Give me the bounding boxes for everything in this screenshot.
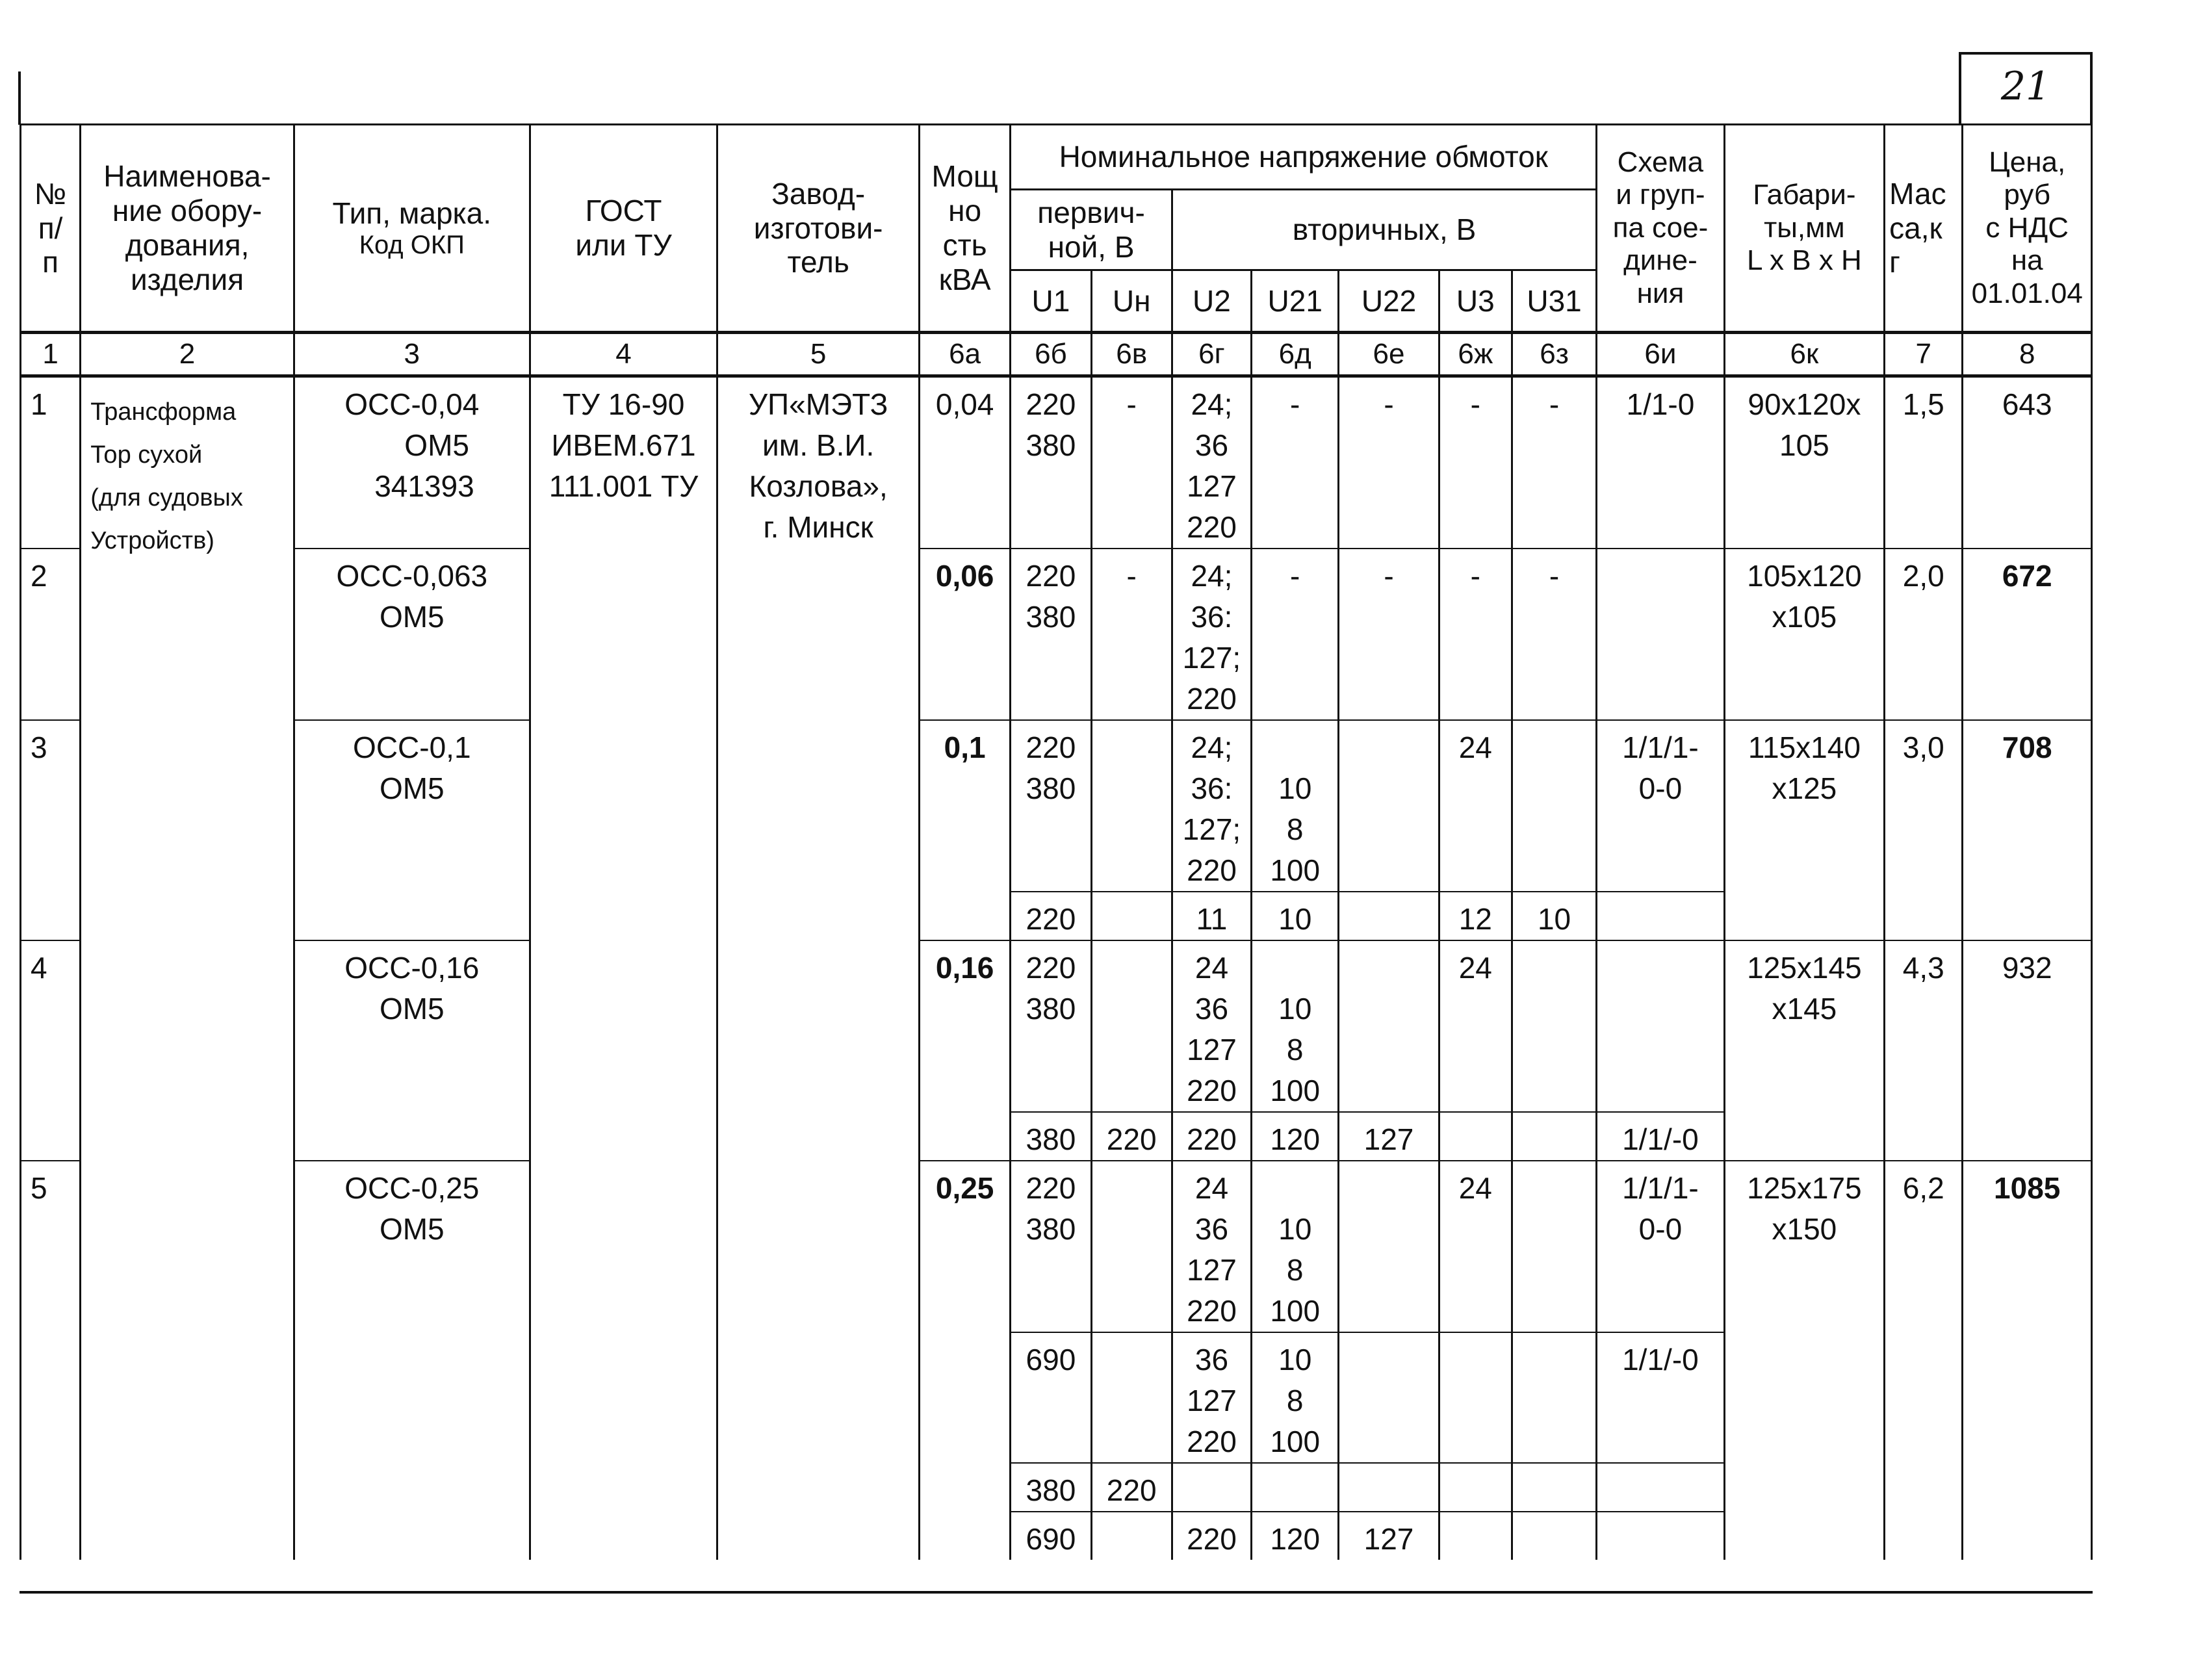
dims-value: 125x175 x150 — [1747, 1171, 1862, 1246]
type-mark-cell — [294, 720, 530, 940]
voltage-u2-cell — [1172, 376, 1251, 549]
mass-value: 2,0 — [1902, 559, 1944, 593]
scheme-value-cell — [1597, 549, 1724, 720]
voltage-un-cell — [1091, 940, 1172, 1112]
plant-value-cell — [717, 376, 920, 1560]
mass-value-cell — [1885, 1161, 1963, 1560]
voltage-u21 — [1252, 1464, 1337, 1470]
voltage-u21-cell — [1252, 1332, 1339, 1463]
power-value-cell — [919, 376, 1010, 549]
scheme-value-cell — [1597, 1332, 1724, 1463]
voltage-u3-cell — [1439, 1512, 1512, 1560]
header-power: Мощ но сть кВА — [919, 125, 1010, 333]
row-number: 1 — [31, 387, 47, 421]
column-index: 2 — [81, 333, 294, 376]
price-value-cell — [1963, 720, 2092, 940]
dims-value-cell — [1724, 1161, 1885, 1560]
voltage-u31: 10 — [1537, 902, 1571, 936]
row-number: 2 — [31, 559, 47, 593]
table-row — [21, 720, 2092, 892]
type-mark: ОСС-0,04 ОМ5 341393 — [344, 387, 480, 503]
voltage-u3-cell — [1439, 940, 1512, 1112]
voltage-u1: 690 — [1026, 1522, 1076, 1556]
power-value-cell — [919, 940, 1010, 1161]
column-index: 6а — [919, 333, 1010, 376]
voltage-u31 — [1513, 1464, 1595, 1470]
gost-value: ТУ 16-90 ИВЕМ.671 111.001 ТУ — [549, 387, 699, 503]
type-mark: ОСС-0,063 ОМ5 — [336, 559, 488, 634]
voltage-u1-cell — [1011, 1463, 1091, 1512]
header-u31: U31 — [1512, 270, 1596, 333]
header-u3: U3 — [1439, 270, 1512, 333]
voltage-u21: 120 — [1270, 1522, 1321, 1556]
voltage-u2: 24 36 127 220 — [1187, 951, 1237, 1107]
power-value-cell — [919, 1161, 1010, 1560]
voltage-u22-cell — [1339, 1161, 1439, 1332]
voltage-u1: 220 — [1026, 902, 1076, 936]
price-value: 672 — [2002, 559, 2052, 593]
voltage-u3-cell — [1439, 1112, 1512, 1161]
header-secondary: вторичных, В — [1172, 190, 1596, 270]
voltage-u31-cell — [1512, 376, 1596, 549]
voltage-u22 — [1339, 1464, 1438, 1470]
column-index: 6б — [1011, 333, 1091, 376]
price-value: 643 — [2002, 387, 2052, 421]
voltage-u31 — [1513, 1161, 1595, 1168]
header-mass: Мас са,к г — [1885, 125, 1963, 333]
dims-value: 90x120x 105 — [1748, 387, 1861, 462]
voltage-u1: 380 — [1026, 1122, 1076, 1156]
column-index: 3 — [294, 333, 530, 376]
table-row — [21, 1161, 2092, 1332]
dims-value: 125x145 x145 — [1747, 951, 1862, 1026]
header-type — [294, 125, 530, 333]
header-dims: Габари- ты,мм L x B x H — [1724, 125, 1885, 333]
voltage-u31-cell — [1512, 549, 1596, 720]
header-price: Цена, руб с НДС на 01.01.04 — [1963, 125, 2092, 333]
table-header — [21, 125, 2092, 333]
voltage-u21-cell — [1252, 1463, 1339, 1512]
voltage-u21: 10 8 100 — [1270, 1212, 1321, 1328]
voltage-u2-cell — [1172, 1112, 1251, 1161]
page-number: 21 — [2000, 64, 2051, 109]
voltage-u1-cell — [1011, 1112, 1091, 1161]
voltage-u2-cell — [1172, 892, 1251, 940]
price-value: 708 — [2002, 730, 2052, 764]
voltage-u3-cell — [1439, 1161, 1512, 1332]
column-index: 6д — [1252, 333, 1339, 376]
voltage-u2: 24; 36: 127; 220 — [1182, 559, 1241, 716]
voltage-u31-cell — [1512, 1512, 1596, 1560]
mass-value-cell — [1885, 376, 1963, 549]
voltage-u2-cell — [1172, 940, 1251, 1112]
voltage-u22-cell — [1339, 1512, 1439, 1560]
voltage-u31-cell — [1512, 892, 1596, 940]
voltage-u22 — [1339, 941, 1438, 948]
voltage-u21: - — [1290, 559, 1300, 593]
voltage-u22: 127 — [1363, 1122, 1414, 1156]
column-index: 6к — [1724, 333, 1885, 376]
voltage-u2: 24; 36: 127; 220 — [1182, 730, 1241, 887]
scheme-value: 1/1/1- 0-0 — [1622, 1171, 1699, 1246]
power-value: 0,04 — [935, 387, 994, 421]
voltage-un: 220 — [1106, 1122, 1157, 1156]
header-plant: Завод- изготови- тель — [717, 125, 920, 333]
voltage-u31 — [1513, 1512, 1595, 1519]
voltage-un-cell — [1091, 892, 1172, 940]
mass-value: 1,5 — [1902, 387, 1944, 421]
type-mark: ОСС-0,1 ОМ5 — [353, 730, 471, 805]
voltage-u22 — [1339, 1161, 1438, 1168]
voltage-u1-cell — [1011, 549, 1091, 720]
voltage-un — [1092, 1161, 1171, 1168]
row-number-cell — [21, 940, 81, 1161]
column-index: 7 — [1885, 333, 1963, 376]
voltage-u1: 220 380 — [1026, 951, 1076, 1026]
voltage-u31-cell — [1512, 1161, 1596, 1332]
voltage-u21-cell — [1252, 549, 1339, 720]
voltage-u22-cell — [1339, 940, 1439, 1112]
voltage-u21-cell — [1252, 720, 1339, 892]
type-mark: ОСС-0,16 ОМ5 — [344, 951, 480, 1026]
power-value: 0,06 — [935, 559, 994, 593]
voltage-u22: - — [1384, 387, 1394, 421]
price-value: 932 — [2002, 951, 2052, 985]
voltage-u3: - — [1470, 387, 1480, 421]
voltage-un-cell — [1091, 1332, 1172, 1463]
voltage-un — [1092, 1333, 1171, 1339]
power-value-cell — [919, 549, 1010, 720]
scheme-value — [1597, 892, 1723, 899]
header-scheme: Схема и груп- па сое- дине- ния — [1597, 125, 1724, 333]
header-un: Uн — [1091, 270, 1172, 333]
dims-value: 115x140 x125 — [1748, 730, 1861, 805]
voltage-u21: 10 8 100 — [1270, 992, 1321, 1107]
mass-value-cell — [1885, 940, 1963, 1161]
voltage-u2-cell — [1172, 1463, 1251, 1512]
scheme-value: 1/1/1- 0-0 — [1622, 730, 1699, 805]
voltage-u2: 24; 36 127 220 — [1187, 387, 1237, 544]
voltage-u1-cell — [1011, 892, 1091, 940]
header-type-sub: Код ОКП — [359, 231, 465, 260]
table-bottom-border — [19, 1591, 2093, 1594]
voltage-u21: - — [1290, 387, 1300, 421]
voltage-u22 — [1339, 721, 1438, 727]
dims-value-cell — [1724, 940, 1885, 1161]
page-number-box — [1959, 52, 2093, 123]
voltage-u22-cell — [1339, 1463, 1439, 1512]
voltage-un — [1092, 721, 1171, 727]
voltage-u1: 220 380 — [1026, 559, 1076, 634]
voltage-u21-cell — [1252, 892, 1339, 940]
type-mark: ОСС-0,25 ОМ5 — [344, 1171, 480, 1246]
price-value: 1085 — [1994, 1171, 2061, 1205]
voltage-u2: 11 — [1196, 902, 1228, 936]
voltage-un-cell — [1091, 1512, 1172, 1560]
type-mark-cell — [294, 376, 530, 549]
power-value: 0,16 — [935, 951, 994, 985]
voltage-u1: 690 — [1026, 1343, 1076, 1376]
voltage-u3-cell — [1439, 892, 1512, 940]
voltage-u31-cell — [1512, 940, 1596, 1112]
row-number-cell — [21, 376, 81, 549]
voltage-u3: 24 — [1458, 1171, 1492, 1205]
header-u21: U21 — [1252, 270, 1339, 333]
scheme-value-cell — [1597, 720, 1724, 892]
voltage-u3 — [1440, 1512, 1511, 1519]
power-value: 0,1 — [944, 730, 986, 764]
voltage-u1-cell — [1011, 1512, 1091, 1560]
voltage-u3-cell — [1439, 1332, 1512, 1463]
voltage-u2: 36 127 220 — [1187, 1343, 1237, 1458]
voltage-u3-cell — [1439, 1463, 1512, 1512]
scheme-value — [1597, 549, 1723, 556]
scheme-value-cell — [1597, 1463, 1724, 1512]
type-mark-cell — [294, 940, 530, 1161]
header-num: № п/ п — [21, 125, 81, 333]
voltage-u21-cell — [1252, 1112, 1339, 1161]
voltage-u21: 10 — [1278, 902, 1312, 936]
mass-value-cell — [1885, 549, 1963, 720]
voltage-u21-cell — [1252, 376, 1339, 549]
voltage-un: 220 — [1106, 1473, 1157, 1507]
voltage-u3 — [1440, 1464, 1511, 1470]
voltage-u22-cell — [1339, 892, 1439, 940]
type-mark-cell — [294, 1161, 530, 1560]
mass-value: 4,3 — [1902, 951, 1944, 985]
voltage-u31-cell — [1512, 720, 1596, 892]
column-index: 6г — [1172, 333, 1251, 376]
voltage-u22 — [1339, 892, 1438, 899]
voltage-un-cell — [1091, 549, 1172, 720]
scheme-value-cell — [1597, 1512, 1724, 1560]
header-type-label: Тип, марка. — [332, 196, 492, 230]
voltage-u31 — [1513, 721, 1595, 727]
voltage-u1-cell — [1011, 940, 1091, 1112]
header-name: Наименова- ние обору- дования, изделия — [81, 125, 294, 333]
voltage-u1-cell — [1011, 376, 1091, 549]
scheme-value-cell — [1597, 1161, 1724, 1332]
dims-value: 105x120 x105 — [1747, 559, 1862, 634]
voltage-u1-cell — [1011, 1332, 1091, 1463]
voltage-u1: 220 380 — [1026, 1171, 1076, 1246]
voltage-un — [1092, 1512, 1171, 1519]
mass-value: 6,2 — [1902, 1171, 1944, 1205]
price-value-cell — [1963, 940, 2092, 1161]
voltage-un: - — [1126, 387, 1137, 421]
dims-value-cell — [1724, 376, 1885, 549]
equipment-name-cell — [81, 376, 294, 1560]
row-number-cell — [21, 549, 81, 720]
voltage-un — [1092, 892, 1171, 899]
voltage-u22: - — [1384, 559, 1394, 593]
column-index: 6и — [1597, 333, 1724, 376]
column-index: 6з — [1512, 333, 1596, 376]
voltage-u3 — [1440, 1113, 1511, 1119]
voltage-u2-cell — [1172, 720, 1251, 892]
left-margin-mark — [18, 71, 21, 125]
plant-value: УП«МЭТЗ им. В.И. Козлова», г. Минск — [748, 387, 888, 544]
dims-value-cell — [1724, 720, 1885, 940]
voltage-u31-cell — [1512, 1332, 1596, 1463]
table-filler-row — [21, 1560, 2092, 1586]
voltage-u21-cell — [1252, 1512, 1339, 1560]
voltage-un — [1092, 941, 1171, 948]
voltage-u1: 220 380 — [1026, 387, 1076, 462]
voltage-u2: 24 36 127 220 — [1187, 1171, 1237, 1328]
voltage-u21: 10 8 100 — [1270, 771, 1321, 887]
voltage-u3: 24 — [1458, 951, 1492, 985]
column-index-row — [21, 333, 2092, 376]
voltage-u31: - — [1549, 387, 1560, 421]
voltage-u31-cell — [1512, 1463, 1596, 1512]
scheme-value-cell — [1597, 376, 1724, 549]
scheme-value-cell — [1597, 940, 1724, 1112]
voltage-u3: 12 — [1458, 902, 1492, 936]
voltage-u22-cell — [1339, 1332, 1439, 1463]
row-number: 4 — [31, 951, 47, 985]
column-index: 1 — [21, 333, 81, 376]
voltage-u2: 220 — [1187, 1522, 1237, 1556]
row-number-cell — [21, 1161, 81, 1560]
voltage-un-cell — [1091, 1161, 1172, 1332]
header-u22: U22 — [1339, 270, 1439, 333]
voltage-un-cell — [1091, 720, 1172, 892]
voltage-u21: 120 — [1270, 1122, 1321, 1156]
voltage-u3-cell — [1439, 549, 1512, 720]
header-u2: U2 — [1172, 270, 1251, 333]
voltage-un: - — [1126, 559, 1137, 593]
equipment-name: Трансформа Тор сухой (для судовых Устройств) — [90, 398, 243, 554]
mass-value-cell — [1885, 720, 1963, 940]
voltage-u1-cell — [1011, 1161, 1091, 1332]
scheme-value — [1597, 941, 1723, 948]
voltage-u3 — [1440, 1333, 1511, 1339]
voltage-u3-cell — [1439, 720, 1512, 892]
column-index: 5 — [717, 333, 920, 376]
row-number: 5 — [31, 1171, 47, 1205]
voltage-u31: - — [1549, 559, 1560, 593]
table-row — [21, 549, 2092, 720]
voltage-u31-cell — [1512, 1112, 1596, 1161]
column-index: 6ж — [1439, 333, 1512, 376]
header-gost: ГОСТ или ТУ — [530, 125, 717, 333]
voltage-u3: 24 — [1458, 730, 1492, 764]
table-body — [21, 376, 2092, 1586]
column-index: 6в — [1091, 333, 1172, 376]
header-u1: U1 — [1011, 270, 1091, 333]
voltage-u2: 220 — [1187, 1122, 1237, 1156]
voltage-u2 — [1173, 1464, 1250, 1470]
voltage-u21-cell — [1252, 1161, 1339, 1332]
voltage-u21-cell — [1252, 940, 1339, 1112]
mass-value: 3,0 — [1902, 730, 1944, 764]
scheme-value-cell — [1597, 892, 1724, 940]
voltage-u3-cell — [1439, 376, 1512, 549]
voltage-u2-cell — [1172, 1512, 1251, 1560]
power-value: 0,25 — [935, 1171, 994, 1205]
voltage-u22-cell — [1339, 549, 1439, 720]
dims-value-cell — [1724, 549, 1885, 720]
table-row — [21, 376, 2092, 549]
column-index: 8 — [1963, 333, 2092, 376]
scheme-value — [1597, 1464, 1723, 1470]
scheme-value: 1/1-0 — [1626, 387, 1695, 421]
header-primary: первич- ной, В — [1011, 190, 1172, 270]
voltage-u1-cell — [1011, 720, 1091, 892]
voltage-u22-cell — [1339, 376, 1439, 549]
voltage-u2-cell — [1172, 1161, 1251, 1332]
row-number-cell — [21, 720, 81, 940]
voltage-u22 — [1339, 1333, 1438, 1339]
type-mark-cell — [294, 549, 530, 720]
voltage-u1: 380 — [1026, 1473, 1076, 1507]
voltage-u3: - — [1470, 559, 1480, 593]
voltage-u21: 10 8 100 — [1270, 1343, 1321, 1458]
voltage-un-cell — [1091, 376, 1172, 549]
gost-value-cell — [530, 376, 717, 1560]
scheme-value-cell — [1597, 1112, 1724, 1161]
price-value-cell — [1963, 549, 2092, 720]
voltage-u31 — [1513, 1333, 1595, 1339]
power-value-cell — [919, 720, 1010, 940]
voltage-u2-cell — [1172, 1332, 1251, 1463]
price-value-cell — [1963, 1161, 2092, 1560]
voltage-u1: 220 380 — [1026, 730, 1076, 805]
voltage-u22-cell — [1339, 1112, 1439, 1161]
voltage-u31 — [1513, 941, 1595, 948]
header-nominal-voltage: Номинальное напряжение обмоток — [1011, 125, 1597, 190]
voltage-u22: 127 — [1363, 1522, 1414, 1556]
voltage-un-cell — [1091, 1112, 1172, 1161]
row-number: 3 — [31, 730, 47, 764]
voltage-u2-cell — [1172, 549, 1251, 720]
voltage-un-cell — [1091, 1463, 1172, 1512]
voltage-u22-cell — [1339, 720, 1439, 892]
price-value-cell — [1963, 376, 2092, 549]
voltage-u31 — [1513, 1113, 1595, 1119]
scheme-value — [1597, 1512, 1723, 1519]
scheme-value: 1/1/-0 — [1622, 1122, 1699, 1156]
column-index: 6е — [1339, 333, 1439, 376]
equipment-spec-table — [19, 123, 2093, 1586]
scheme-value: 1/1/-0 — [1622, 1343, 1699, 1376]
column-index: 4 — [530, 333, 717, 376]
table-row — [21, 940, 2092, 1112]
